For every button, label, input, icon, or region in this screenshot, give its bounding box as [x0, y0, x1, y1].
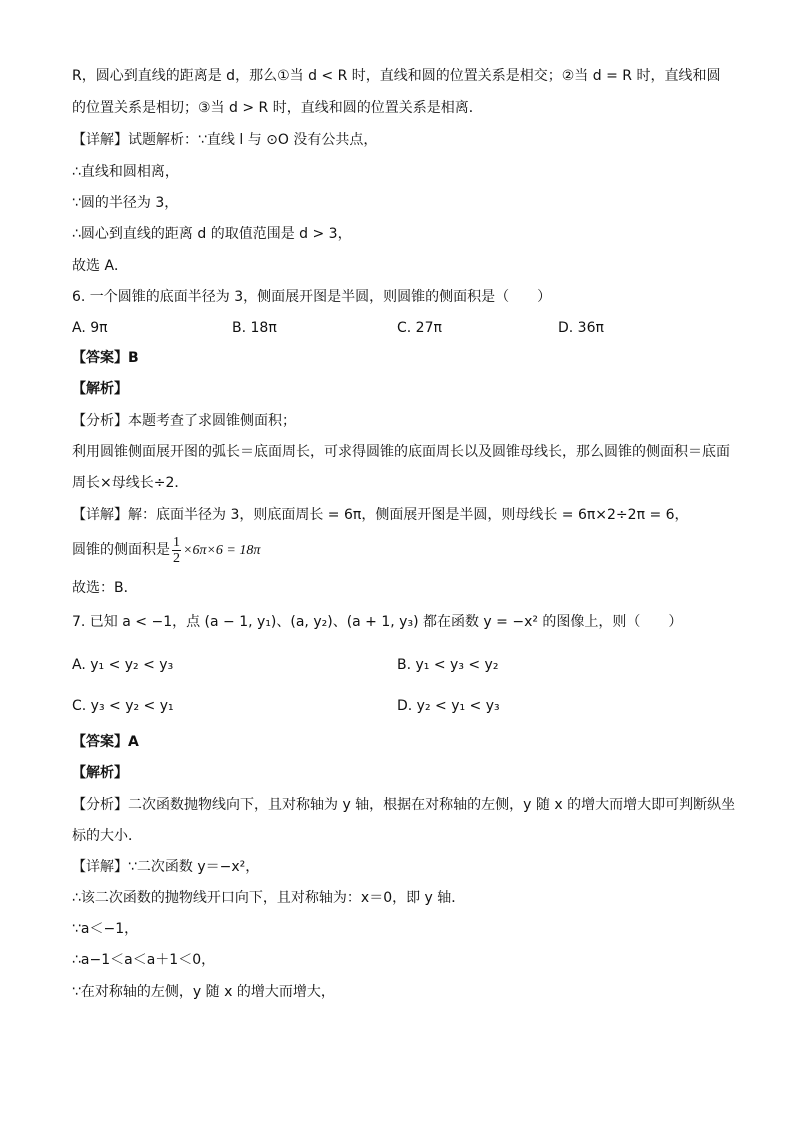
- q7-detail-line: 【详解】∵二次函数 y＝−x²，: [72, 859, 260, 875]
- q7-option-b: B. y₁ < y₃ < y₂: [397, 657, 499, 673]
- fraction: [172, 535, 181, 566]
- formula-prefix: 圆锥的侧面积是: [72, 542, 170, 558]
- q7-detail-line: ∵a＜−1，: [72, 921, 139, 937]
- q7-option-a: A. y₁ < y₂ < y₃: [72, 657, 174, 673]
- text-line: R，圆心到直线的距离是 d，那么①当 d < R 时，直线和圆的位置关系是相交；②当 d = R 时，直线和圆: [72, 68, 721, 84]
- q6-detail-line: 【详解】解：底面半径为 3，则底面周长 = 6π，侧面展开图是半圆，则母线长 = 6π×2÷2π = 6，: [72, 507, 689, 523]
- text-line: ∴直线和圆相离，: [72, 164, 179, 180]
- q6-conclusion: 故选：B．: [72, 580, 138, 596]
- fraction-denominator: 2: [173, 550, 180, 566]
- q6-answer: 【答案】B: [72, 350, 139, 366]
- q6-option-c: C. 27π: [397, 320, 442, 336]
- q7-option-d: D. y₂ < y₁ < y₃: [397, 698, 500, 714]
- fraction-numerator: 1: [173, 534, 180, 550]
- q6-option-a: A. 9π: [72, 320, 108, 336]
- formula-suffix: ×6π×6 = 18π: [183, 543, 261, 558]
- text-line: 的位置关系是相切；③当 d > R 时，直线和圆的位置关系是相离．: [72, 100, 483, 116]
- q6-analysis-line: 周长×母线长÷2．: [72, 475, 189, 491]
- q7-detail-line: ∵在对称轴的左侧，y 随 x 的增大而增大，: [72, 984, 335, 1000]
- q7-analysis-heading: 【解析】: [72, 765, 128, 781]
- question-6-stem: 6. 一个圆锥的底面半径为 3，侧面展开图是半圆，则圆锥的侧面积是（ ）: [72, 289, 552, 305]
- q7-option-c: C. y₃ < y₂ < y₁: [72, 698, 174, 714]
- q7-detail-line: ∴a−1＜a＜a＋1＜0，: [72, 952, 216, 968]
- q7-answer: 【答案】A: [72, 734, 139, 750]
- q6-analysis-line: 利用圆锥侧面展开图的弧长＝底面周长，可求得圆锥的底面周长以及圆锥母线长，那么圆锥的侧面积＝底面: [72, 444, 730, 460]
- conclusion-line: 故选 A．: [72, 258, 129, 274]
- q7-detail-line: ∴该二次函数的抛物线开口向下，且对称轴为：x＝0，即 y 轴．: [72, 890, 466, 906]
- text-line: ∴圆心到直线的距离 d 的取值范围是 d > 3，: [72, 226, 352, 242]
- q6-detail-formula: [72, 534, 728, 567]
- q6-analysis-heading: 【解析】: [72, 381, 128, 397]
- detail-line: 【详解】试题解析：∵直线 l 与 ⊙O 没有公共点，: [72, 132, 378, 148]
- q6-option-d: D. 36π: [558, 320, 604, 336]
- q6-analysis-line: 【分析】本题考查了求圆锥侧面积；: [72, 413, 296, 429]
- q7-analysis-line: 标的大小．: [72, 828, 142, 844]
- question-7-stem: 7. 已知 a < −1，点 (a − 1, y₁)、(a, y₂)、(a + 1, y₃) 都在函数 y = −x² 的图像上，则（ ）: [72, 614, 683, 630]
- q6-option-b: B. 18π: [232, 320, 277, 336]
- q7-analysis-line: 【分析】二次函数抛物线向下，且对称轴为 y 轴，根据在对称轴的左侧，y 随 x 的增大而增大即可判断纵坐: [72, 797, 736, 813]
- text-line: ∵圆的半径为 3，: [72, 195, 179, 211]
